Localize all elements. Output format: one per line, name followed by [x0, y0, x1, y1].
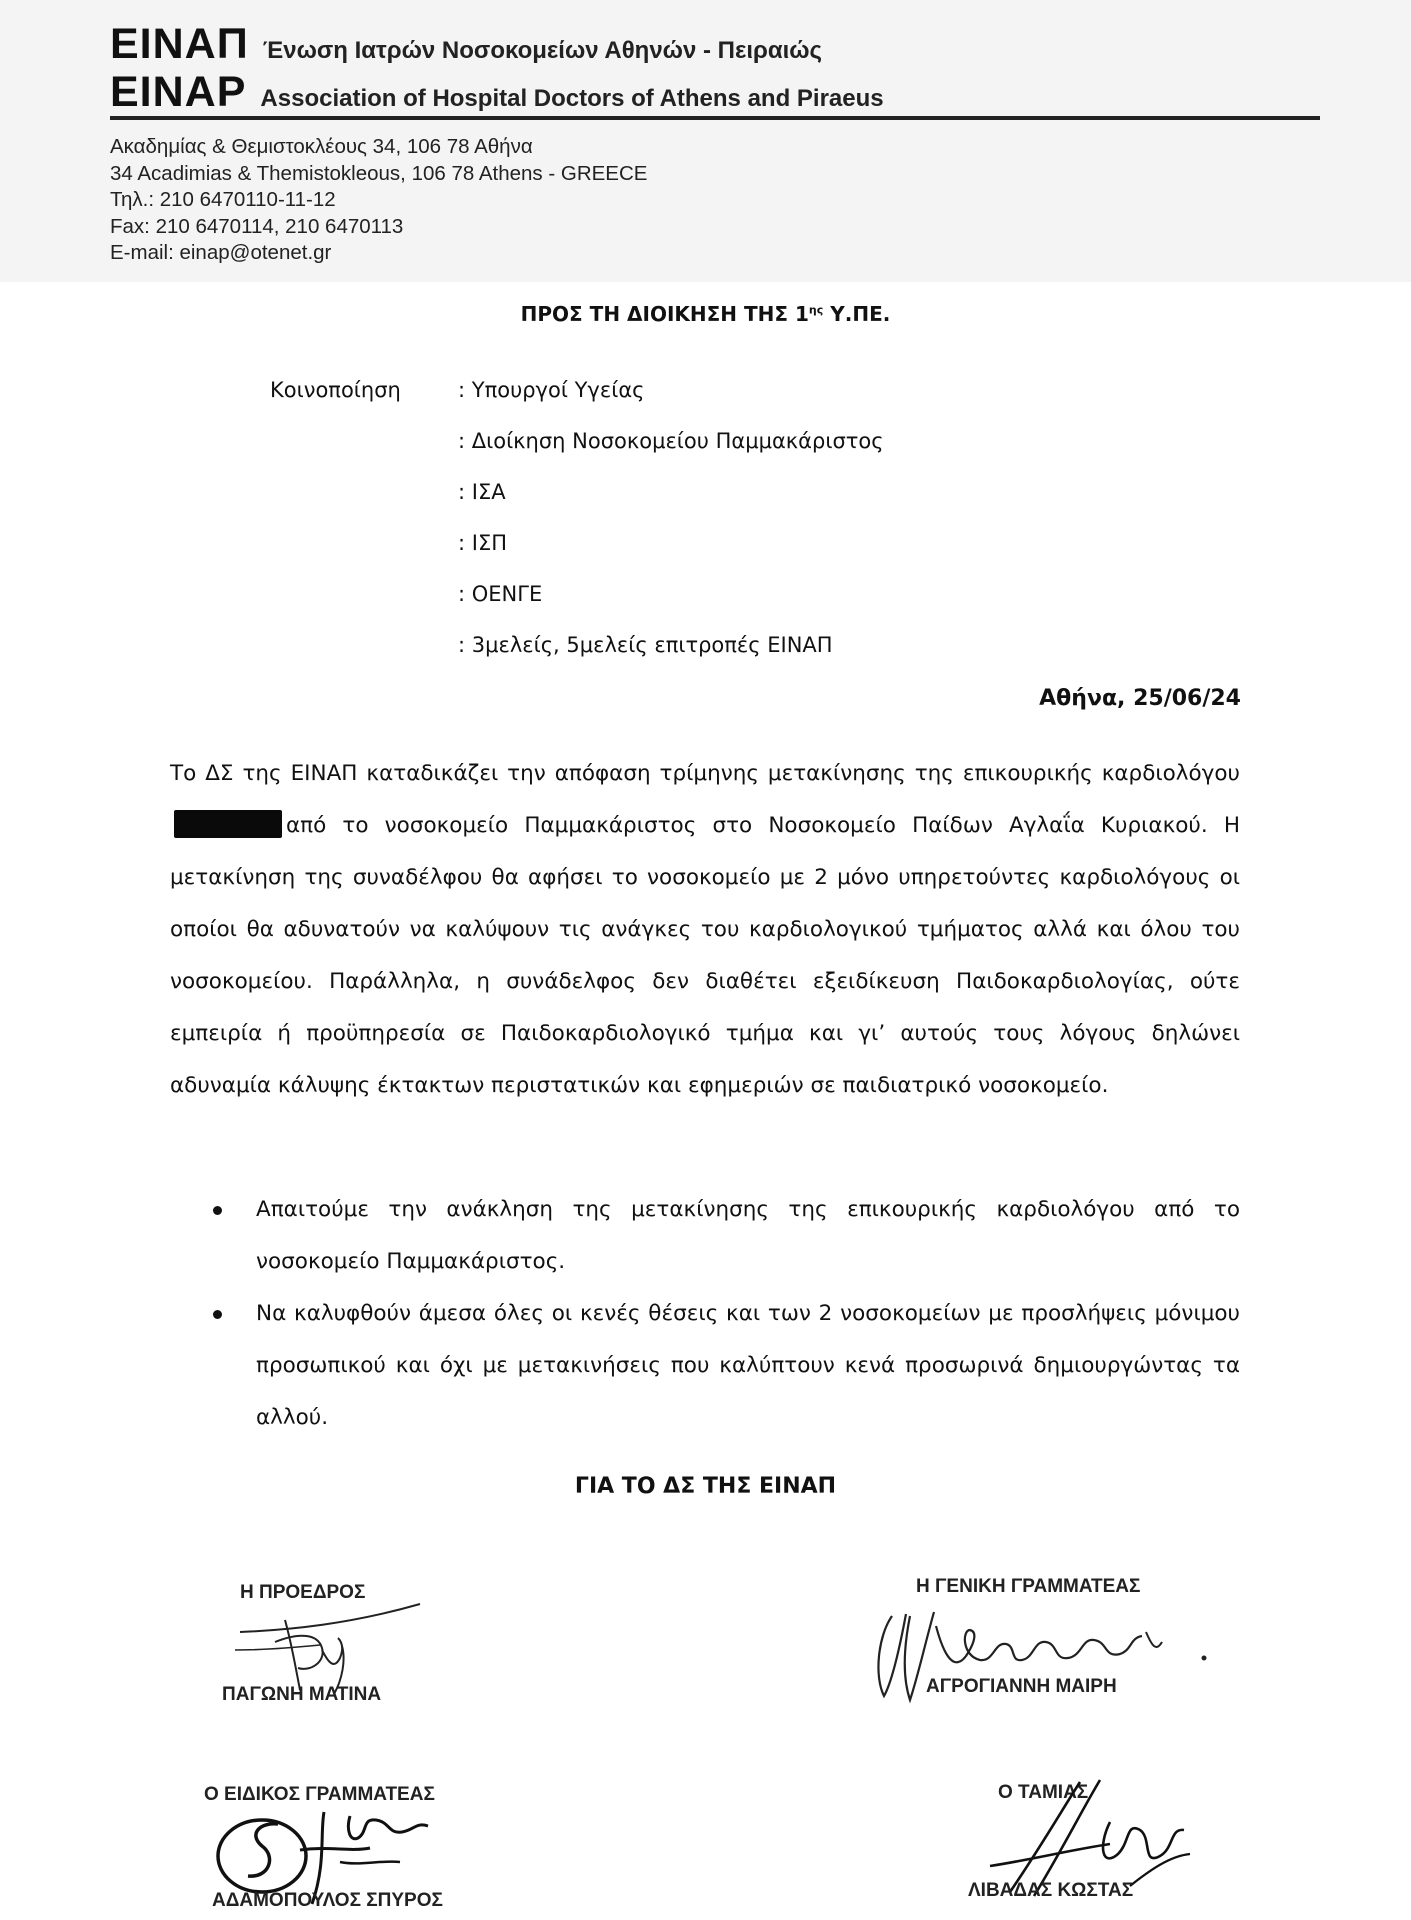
letterhead-row-greek — [110, 20, 822, 69]
bullet-icon — [213, 1310, 222, 1319]
org-name-english: Association of Hospital Doctors of Athens and Piraeus — [260, 85, 884, 112]
treasurer-name: ΛΙΒΑΔΑΣ ΚΩΣΤΑΣ — [968, 1880, 1134, 1901]
letterhead — [0, 0, 1411, 282]
special-secretary-name: ΑΔΑΜΟΠΟΥΛΟΣ ΣΠΥΡΟΣ — [212, 1890, 443, 1911]
recipient-item: : 3μελείς, 5μελείς επιτροπές ΕΙΝΑΠ — [458, 633, 833, 657]
recipient-item: : Διοίκηση Νοσοκομείου Παμμακάριστος — [458, 429, 884, 453]
org-name-greek: Ένωση Ιατρών Νοσοκομείων Αθηνών - Πειραιώς — [262, 37, 823, 64]
letterhead-row-english — [110, 68, 884, 117]
recipient-item: : ΙΣΠ — [458, 531, 508, 555]
address-greek: Ακαδημίας & Θεμιστοκλέους 34, 106 78 Αθήνα — [110, 135, 533, 158]
demand-item: Να καλυφθούν άμεσα όλες οι κενές θέσεις και των 2 νοσοκομείων με προσλήψεις μόνιμου προσωπικού και όχι με μετακινήσεις που καλύπτουν κενά προσωρινά δημιουργώντας τα αλλού. — [170, 1288, 1240, 1444]
org-acronym-greek: ΕΙΝΑΠ — [110, 20, 249, 68]
recipient-item: : ΟΕΝΓΕ — [458, 582, 543, 606]
special-secretary-title: Ο ΕΙΔΙΚΟΣ ΓΡΑΜΜΑΤΕΑΣ — [204, 1784, 435, 1805]
demands-list — [170, 1184, 1240, 1444]
recipients-label: Κοινοποίηση — [270, 378, 401, 402]
org-acronym-english: EINAP — [110, 68, 247, 116]
document-date: Αθήνα, 25/06/24 — [1039, 686, 1241, 711]
recipients-list — [458, 378, 1158, 684]
closing-line: ΓΙΑ ΤΟ ΔΣ ΤΗΣ ΕΙΝΑΠ — [574, 1474, 837, 1499]
recipient-item: : Υπουργοί Υγείας — [458, 378, 645, 402]
treasurer-title: Ο ΤΑΜΙΑΣ — [998, 1782, 1089, 1803]
general-secretary-title: Η ΓΕΝΙΚΗ ΓΡΑΜΜΑΤΕΑΣ — [916, 1576, 1141, 1597]
body-paragraph: Το ΔΣ της ΕΙΝΑΠ καταδικάζει την απόφαση τρίμηνης μετακίνησης της επικουρικής καρδιολόγουαπό το νοσοκομείο Παμμακάριστος στο Νοσοκομείο Παίδων Αγλαΐα Κυριακού. Η μετακίνηση της συναδέλφου θα αφήσει το νοσοκομείο με 2 μόνο υπηρετούντες καρδιολόγους οι οποίοι θα αδυνατούν να καλύψουν τις ανάγκες του καρδιολογικού τμήματος αλλά και όλου του νοσοκομείου. Παράλληλα, η συνάδελφος δεν διαθέτει εξειδίκευση Παιδοκαρδιολογίας, ούτε εμπειρία ή προϋπηρεσία σε Παιδοκαρδιολογικό τμήμα και γι’ αυτούς τους λόγους δηλώνει αδυναμία κάλυψης έκτακτων περιστατικών και εφημεριών σε παιδιατρικό νοσοκομείο. — [170, 761, 1240, 1098]
letterhead-divider — [110, 116, 1320, 120]
general-secretary-name: ΑΓΡΟΓΙΑΝΝΗ ΜΑΙΡΗ — [926, 1676, 1117, 1697]
bullet-icon — [213, 1206, 222, 1215]
contact-block — [110, 134, 647, 267]
title-superscript: ης — [808, 303, 824, 317]
demand-item: Απαιτούμε την ανάκληση της μετακίνησης της επικουρικής καρδιολόγου από το νοσοκομείο Παμμακάριστος. — [170, 1184, 1240, 1288]
president-name: ΠΑΓΩΝΗ ΜΑΤΙΝΑ — [222, 1684, 382, 1705]
phone: Τηλ.: 210 6470110-11-12 — [110, 188, 336, 211]
document-title: ΠΡΟΣ ΤΗ ΔΙΟΙΚΗΣΗ ΤΗΣ $1^{\eta\varsigma}$ Υ.ΠΕ. — [520, 302, 891, 326]
redacted-name — [174, 810, 282, 838]
address-english: 34 Acadimias & Themistokleous, 106 78 Athens - GREECE — [110, 161, 648, 185]
email: E-mail: einap@otenet.gr — [110, 241, 332, 264]
president-title: Η ΠΡΟΕΔΡΟΣ — [240, 1582, 366, 1603]
recipient-item: : ΙΣΑ — [458, 480, 506, 504]
fax: Fax: 210 6470114, 210 6470113 — [110, 214, 404, 238]
